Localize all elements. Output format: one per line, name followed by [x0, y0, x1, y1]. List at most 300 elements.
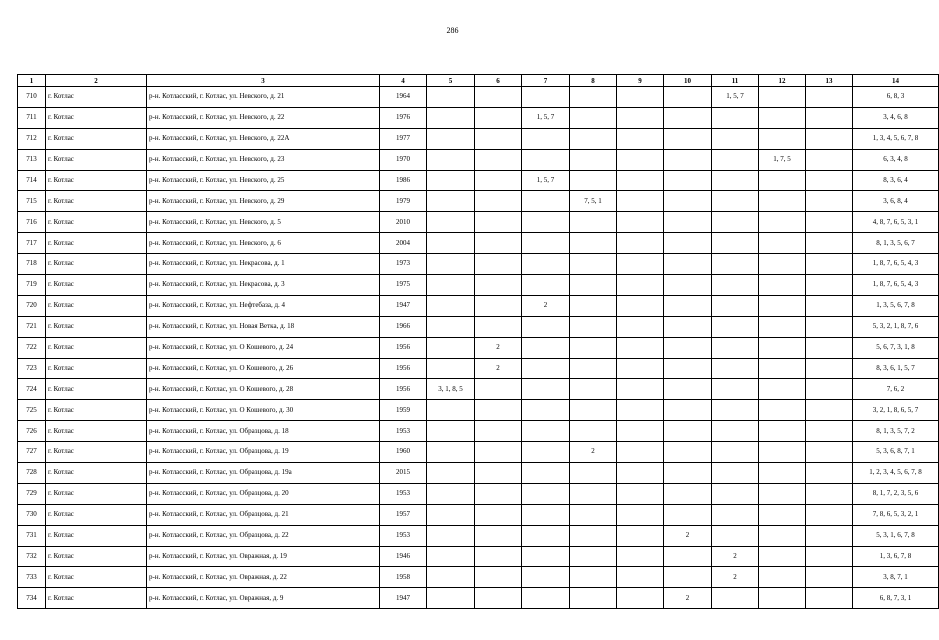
table-cell	[427, 233, 475, 254]
table-cell	[617, 588, 664, 609]
table-cell	[570, 358, 617, 379]
table-cell: р-н. Котласский, г. Котлас, ул. Некрасова, д. 3	[147, 275, 380, 296]
table-cell: 7, 8, 6, 5, 3, 2, 1	[853, 504, 939, 525]
table-cell: 5, 3, 2, 1, 8, 7, 6	[853, 316, 939, 337]
table-cell	[664, 358, 712, 379]
table-cell	[664, 483, 712, 504]
table-cell	[664, 567, 712, 588]
table-cell: г. Котлас	[46, 525, 147, 546]
table-cell: г. Котлас	[46, 504, 147, 525]
table-cell	[617, 212, 664, 233]
table-cell	[570, 546, 617, 567]
table-cell: г. Котлас	[46, 87, 147, 108]
table-cell	[427, 107, 475, 128]
table-cell: 730	[18, 504, 46, 525]
column-header: 6	[475, 75, 522, 87]
table-cell: 717	[18, 233, 46, 254]
table-row	[18, 546, 939, 567]
table-cell: 8, 1, 3, 5, 6, 7	[853, 233, 939, 254]
table-cell: р-н. Котласский, г. Котлас, ул. Нефтебаза, д. 4	[147, 295, 380, 316]
table-cell	[759, 170, 806, 191]
table-cell	[522, 442, 570, 463]
table-cell	[759, 400, 806, 421]
table-cell: 1970	[380, 149, 427, 170]
table-cell	[806, 233, 853, 254]
table-cell	[806, 358, 853, 379]
table-cell	[806, 546, 853, 567]
table-cell	[806, 588, 853, 609]
table-cell	[427, 358, 475, 379]
table-cell	[712, 463, 759, 484]
table-cell	[617, 275, 664, 296]
table-cell	[712, 358, 759, 379]
table-cell: 1975	[380, 275, 427, 296]
table-cell: 716	[18, 212, 46, 233]
table-row	[18, 212, 939, 233]
table-cell	[759, 525, 806, 546]
table-cell	[570, 212, 617, 233]
table-cell: р-н. Котласский, г. Котлас, ул. О Кошевого, д. 24	[147, 337, 380, 358]
table-cell	[759, 442, 806, 463]
table-cell: 1953	[380, 483, 427, 504]
table-cell	[759, 463, 806, 484]
table-cell: 727	[18, 442, 46, 463]
table-cell: 726	[18, 421, 46, 442]
table-cell: г. Котлас	[46, 400, 147, 421]
table-cell	[475, 463, 522, 484]
table-cell: 715	[18, 191, 46, 212]
table-cell: 8, 3, 6, 1, 5, 7	[853, 358, 939, 379]
table-cell: р-н. Котласский, г. Котлас, ул. Невского, д. 6	[147, 233, 380, 254]
table-row	[18, 107, 939, 128]
table-cell	[712, 483, 759, 504]
table-cell: р-н. Котласский, г. Котлас, ул. О Кошевого, д. 30	[147, 400, 380, 421]
table-cell	[806, 400, 853, 421]
table-cell	[806, 316, 853, 337]
table-cell	[664, 170, 712, 191]
table-cell: 1953	[380, 525, 427, 546]
table-cell: р-н. Котласский, г. Котлас, ул. О Кошевого, д. 26	[147, 358, 380, 379]
table-cell	[522, 233, 570, 254]
table-cell	[759, 295, 806, 316]
table-cell	[570, 525, 617, 546]
table-row	[18, 588, 939, 609]
table-cell	[806, 170, 853, 191]
table-cell: 1946	[380, 546, 427, 567]
table-cell	[664, 107, 712, 128]
column-header: 14	[853, 75, 939, 87]
table-cell: 721	[18, 316, 46, 337]
table-cell	[522, 191, 570, 212]
table-cell: р-н. Котласский, г. Котлас, ул. Невского, д. 25	[147, 170, 380, 191]
table-cell: 6, 8, 7, 3, 1	[853, 588, 939, 609]
table-cell	[570, 337, 617, 358]
table-cell	[759, 275, 806, 296]
table-cell	[806, 421, 853, 442]
table-cell	[617, 358, 664, 379]
table-cell	[570, 233, 617, 254]
table-cell: 1, 3, 5, 6, 7, 8	[853, 295, 939, 316]
table-cell	[712, 316, 759, 337]
table-cell: г. Котлас	[46, 379, 147, 400]
table-cell	[475, 504, 522, 525]
table-cell: 8, 1, 7, 2, 3, 5, 6	[853, 483, 939, 504]
table-cell	[806, 254, 853, 275]
table-cell	[664, 316, 712, 337]
table-cell	[475, 87, 522, 108]
table-cell	[570, 107, 617, 128]
table-row	[18, 483, 939, 504]
table-cell	[712, 525, 759, 546]
table-cell	[712, 504, 759, 525]
table-row	[18, 149, 939, 170]
table-cell: 1, 7, 5	[759, 149, 806, 170]
table-cell	[475, 400, 522, 421]
table-cell	[712, 107, 759, 128]
table-cell	[522, 275, 570, 296]
table-row	[18, 463, 939, 484]
table-cell	[806, 212, 853, 233]
table-cell	[522, 87, 570, 108]
table-cell	[759, 233, 806, 254]
table-cell	[522, 567, 570, 588]
table-cell	[427, 483, 475, 504]
table-cell: 725	[18, 400, 46, 421]
table-cell	[712, 149, 759, 170]
table-cell	[475, 233, 522, 254]
column-header: 13	[806, 75, 853, 87]
table-cell	[522, 525, 570, 546]
table-cell	[806, 442, 853, 463]
table-cell	[806, 87, 853, 108]
table-cell: р-н. Котласский, г. Котлас, ул. Новая Ветка, д. 18	[147, 316, 380, 337]
table-cell: г. Котлас	[46, 128, 147, 149]
column-header: 5	[427, 75, 475, 87]
table-cell	[617, 421, 664, 442]
table-cell	[806, 107, 853, 128]
table-cell	[759, 504, 806, 525]
table-cell: 718	[18, 254, 46, 275]
table-cell	[712, 379, 759, 400]
table-cell: 720	[18, 295, 46, 316]
table-cell: 4, 8, 7, 6, 5, 3, 1	[853, 212, 939, 233]
table-cell	[570, 463, 617, 484]
table-cell: 712	[18, 128, 46, 149]
table-cell: 1, 5, 7	[712, 87, 759, 108]
table-row	[18, 191, 939, 212]
table-cell	[522, 546, 570, 567]
table-row	[18, 275, 939, 296]
table-cell	[522, 316, 570, 337]
table-cell: 728	[18, 463, 46, 484]
table-cell	[570, 295, 617, 316]
table-cell	[712, 295, 759, 316]
table-cell: 722	[18, 337, 46, 358]
table-cell: р-н. Котласский, г. Котлас, ул. Образцова, д. 19а	[147, 463, 380, 484]
table-cell: р-н. Котласский, г. Котлас, ул. Овражная, д. 22	[147, 567, 380, 588]
table-cell	[570, 421, 617, 442]
table-cell: 731	[18, 525, 46, 546]
table-row	[18, 379, 939, 400]
table-cell	[712, 212, 759, 233]
table-cell	[475, 128, 522, 149]
table-cell	[617, 525, 664, 546]
table-cell	[712, 170, 759, 191]
table-cell	[522, 463, 570, 484]
table-cell: 2010	[380, 212, 427, 233]
table-cell	[570, 504, 617, 525]
table-cell	[475, 567, 522, 588]
table-cell: 1, 5, 7	[522, 170, 570, 191]
table-cell: 2	[712, 546, 759, 567]
table-cell	[759, 316, 806, 337]
table-cell	[475, 525, 522, 546]
table-cell: 5, 3, 6, 8, 7, 1	[853, 442, 939, 463]
table-cell: 8, 3, 6, 4	[853, 170, 939, 191]
table-cell: 723	[18, 358, 46, 379]
table-cell: 1947	[380, 295, 427, 316]
table-cell: 1953	[380, 421, 427, 442]
table-cell: г. Котлас	[46, 254, 147, 275]
table-cell	[475, 442, 522, 463]
column-header: 4	[380, 75, 427, 87]
table-cell	[806, 149, 853, 170]
table-cell	[475, 275, 522, 296]
table-cell: 2	[664, 588, 712, 609]
table-cell	[664, 275, 712, 296]
table-cell: р-н. Котласский, г. Котлас, ул. Образцова, д. 19	[147, 442, 380, 463]
table-cell	[427, 525, 475, 546]
table-cell	[617, 295, 664, 316]
table-cell	[617, 442, 664, 463]
table-cell: г. Котлас	[46, 546, 147, 567]
table-cell: 6, 8, 3	[853, 87, 939, 108]
table-cell	[570, 483, 617, 504]
table-cell: г. Котлас	[46, 463, 147, 484]
table-cell	[570, 128, 617, 149]
table-row	[18, 525, 939, 546]
table-cell: 714	[18, 170, 46, 191]
table-cell	[570, 567, 617, 588]
table-cell: 713	[18, 149, 46, 170]
table-cell: 2	[570, 442, 617, 463]
table-cell: 1960	[380, 442, 427, 463]
table-cell	[427, 295, 475, 316]
column-header: 2	[46, 75, 147, 87]
table-cell	[664, 128, 712, 149]
table-cell	[759, 546, 806, 567]
table-cell: г. Котлас	[46, 149, 147, 170]
table-cell	[522, 379, 570, 400]
table-cell	[664, 463, 712, 484]
table-cell: 1956	[380, 379, 427, 400]
table-cell: г. Котлас	[46, 358, 147, 379]
table-cell	[759, 358, 806, 379]
table-cell: р-н. Котласский, г. Котлас, ул. Овражная, д. 19	[147, 546, 380, 567]
table-cell	[664, 254, 712, 275]
table-cell: 719	[18, 275, 46, 296]
table-cell	[522, 483, 570, 504]
table-cell	[617, 337, 664, 358]
table-cell: г. Котлас	[46, 483, 147, 504]
table-cell	[570, 400, 617, 421]
table-cell	[427, 191, 475, 212]
table-cell: 1964	[380, 87, 427, 108]
column-header: 1	[18, 75, 46, 87]
table-cell	[570, 588, 617, 609]
table-cell: 724	[18, 379, 46, 400]
table-cell: 3, 1, 8, 5	[427, 379, 475, 400]
table-cell: 732	[18, 546, 46, 567]
table-cell	[712, 442, 759, 463]
table-cell	[759, 107, 806, 128]
table-cell	[617, 483, 664, 504]
table-row	[18, 170, 939, 191]
table-cell	[617, 170, 664, 191]
table-cell	[664, 442, 712, 463]
table-cell	[664, 87, 712, 108]
table-cell: г. Котлас	[46, 107, 147, 128]
table-cell	[522, 254, 570, 275]
table-cell: р-н. Котласский, г. Котлас, ул. Овражная, д. 9	[147, 588, 380, 609]
table-cell: 1957	[380, 504, 427, 525]
table-cell	[570, 254, 617, 275]
table-cell	[427, 149, 475, 170]
table-cell: 2015	[380, 463, 427, 484]
table-cell	[712, 337, 759, 358]
table-cell: 7, 5, 1	[570, 191, 617, 212]
table-cell	[570, 379, 617, 400]
table-cell	[759, 421, 806, 442]
table-cell: 1, 5, 7	[522, 107, 570, 128]
page-number: 286	[446, 26, 459, 35]
table-cell: 3, 2, 1, 8, 6, 5, 7	[853, 400, 939, 421]
table-cell	[475, 421, 522, 442]
table-cell: 1, 8, 7, 6, 5, 4, 3	[853, 254, 939, 275]
table-cell: 711	[18, 107, 46, 128]
table-cell	[806, 504, 853, 525]
table-cell: 5, 6, 7, 3, 1, 8	[853, 337, 939, 358]
table-cell	[617, 233, 664, 254]
table-cell	[712, 254, 759, 275]
table-cell	[664, 295, 712, 316]
table-cell: 1966	[380, 316, 427, 337]
table-cell	[427, 546, 475, 567]
table-row	[18, 295, 939, 316]
table-cell	[712, 128, 759, 149]
table-cell: 3, 4, 6, 8	[853, 107, 939, 128]
table-cell	[475, 316, 522, 337]
column-header: 10	[664, 75, 712, 87]
table-cell	[664, 421, 712, 442]
table-cell	[522, 149, 570, 170]
table-cell: 1958	[380, 567, 427, 588]
table-cell: р-н. Котласский, г. Котлас, ул. Невского, д. 23	[147, 149, 380, 170]
table-cell	[570, 149, 617, 170]
table-cell	[664, 400, 712, 421]
table-cell: г. Котлас	[46, 191, 147, 212]
table-cell	[664, 233, 712, 254]
table-cell	[475, 295, 522, 316]
table-cell	[475, 107, 522, 128]
table-cell	[617, 567, 664, 588]
table-cell	[664, 379, 712, 400]
table-cell: г. Котлас	[46, 442, 147, 463]
table-cell	[712, 588, 759, 609]
table-cell	[806, 483, 853, 504]
table-cell: р-н. Котласский, г. Котлас, ул. Невского, д. 21	[147, 87, 380, 108]
column-header: 3	[147, 75, 380, 87]
table-cell: р-н. Котласский, г. Котлас, ул. Образцова, д. 21	[147, 504, 380, 525]
table-cell: 3, 8, 7, 1	[853, 567, 939, 588]
table-cell: г. Котлас	[46, 233, 147, 254]
table-cell	[427, 463, 475, 484]
table-row	[18, 254, 939, 275]
table-cell	[617, 87, 664, 108]
table-cell	[806, 525, 853, 546]
table-cell	[664, 504, 712, 525]
table-cell	[664, 191, 712, 212]
table-cell	[427, 212, 475, 233]
table-cell: 1979	[380, 191, 427, 212]
table-cell	[617, 107, 664, 128]
table-cell: р-н. Котласский, г. Котлас, ул. Невского, д. 22А	[147, 128, 380, 149]
column-header: 11	[712, 75, 759, 87]
table-cell	[522, 337, 570, 358]
table-cell: г. Котлас	[46, 588, 147, 609]
table-cell: 1956	[380, 337, 427, 358]
table-cell	[475, 546, 522, 567]
table-cell	[806, 379, 853, 400]
table-row	[18, 337, 939, 358]
table-cell	[475, 191, 522, 212]
table-cell	[522, 504, 570, 525]
table-cell	[570, 170, 617, 191]
table-cell	[427, 254, 475, 275]
table-cell	[427, 170, 475, 191]
table-cell	[522, 421, 570, 442]
table-cell	[806, 337, 853, 358]
table-row	[18, 504, 939, 525]
table-cell	[759, 567, 806, 588]
table-cell: 8, 1, 3, 5, 7, 2	[853, 421, 939, 442]
table-cell: 1973	[380, 254, 427, 275]
table-cell: г. Котлас	[46, 275, 147, 296]
table-cell	[570, 316, 617, 337]
table-cell: р-н. Котласский, г. Котлас, ул. Невского, д. 29	[147, 191, 380, 212]
table-cell	[759, 87, 806, 108]
table-cell	[522, 212, 570, 233]
table-cell: 1959	[380, 400, 427, 421]
table-cell: р-н. Котласский, г. Котлас, ул. О Кошевого, д. 28	[147, 379, 380, 400]
table-cell: р-н. Котласский, г. Котлас, ул. Образцова, д. 22	[147, 525, 380, 546]
table-cell	[617, 316, 664, 337]
table-cell	[759, 337, 806, 358]
table-cell	[806, 275, 853, 296]
table-cell: г. Котлас	[46, 212, 147, 233]
table-cell	[759, 212, 806, 233]
table-cell	[427, 337, 475, 358]
table-cell: 1, 8, 7, 6, 5, 4, 3	[853, 275, 939, 296]
table-cell: 2	[475, 358, 522, 379]
table-cell: 6, 3, 4, 8	[853, 149, 939, 170]
table-row	[18, 358, 939, 379]
table-cell	[759, 588, 806, 609]
table-cell	[759, 254, 806, 275]
table-cell	[617, 191, 664, 212]
table-cell: 729	[18, 483, 46, 504]
table-cell	[712, 191, 759, 212]
